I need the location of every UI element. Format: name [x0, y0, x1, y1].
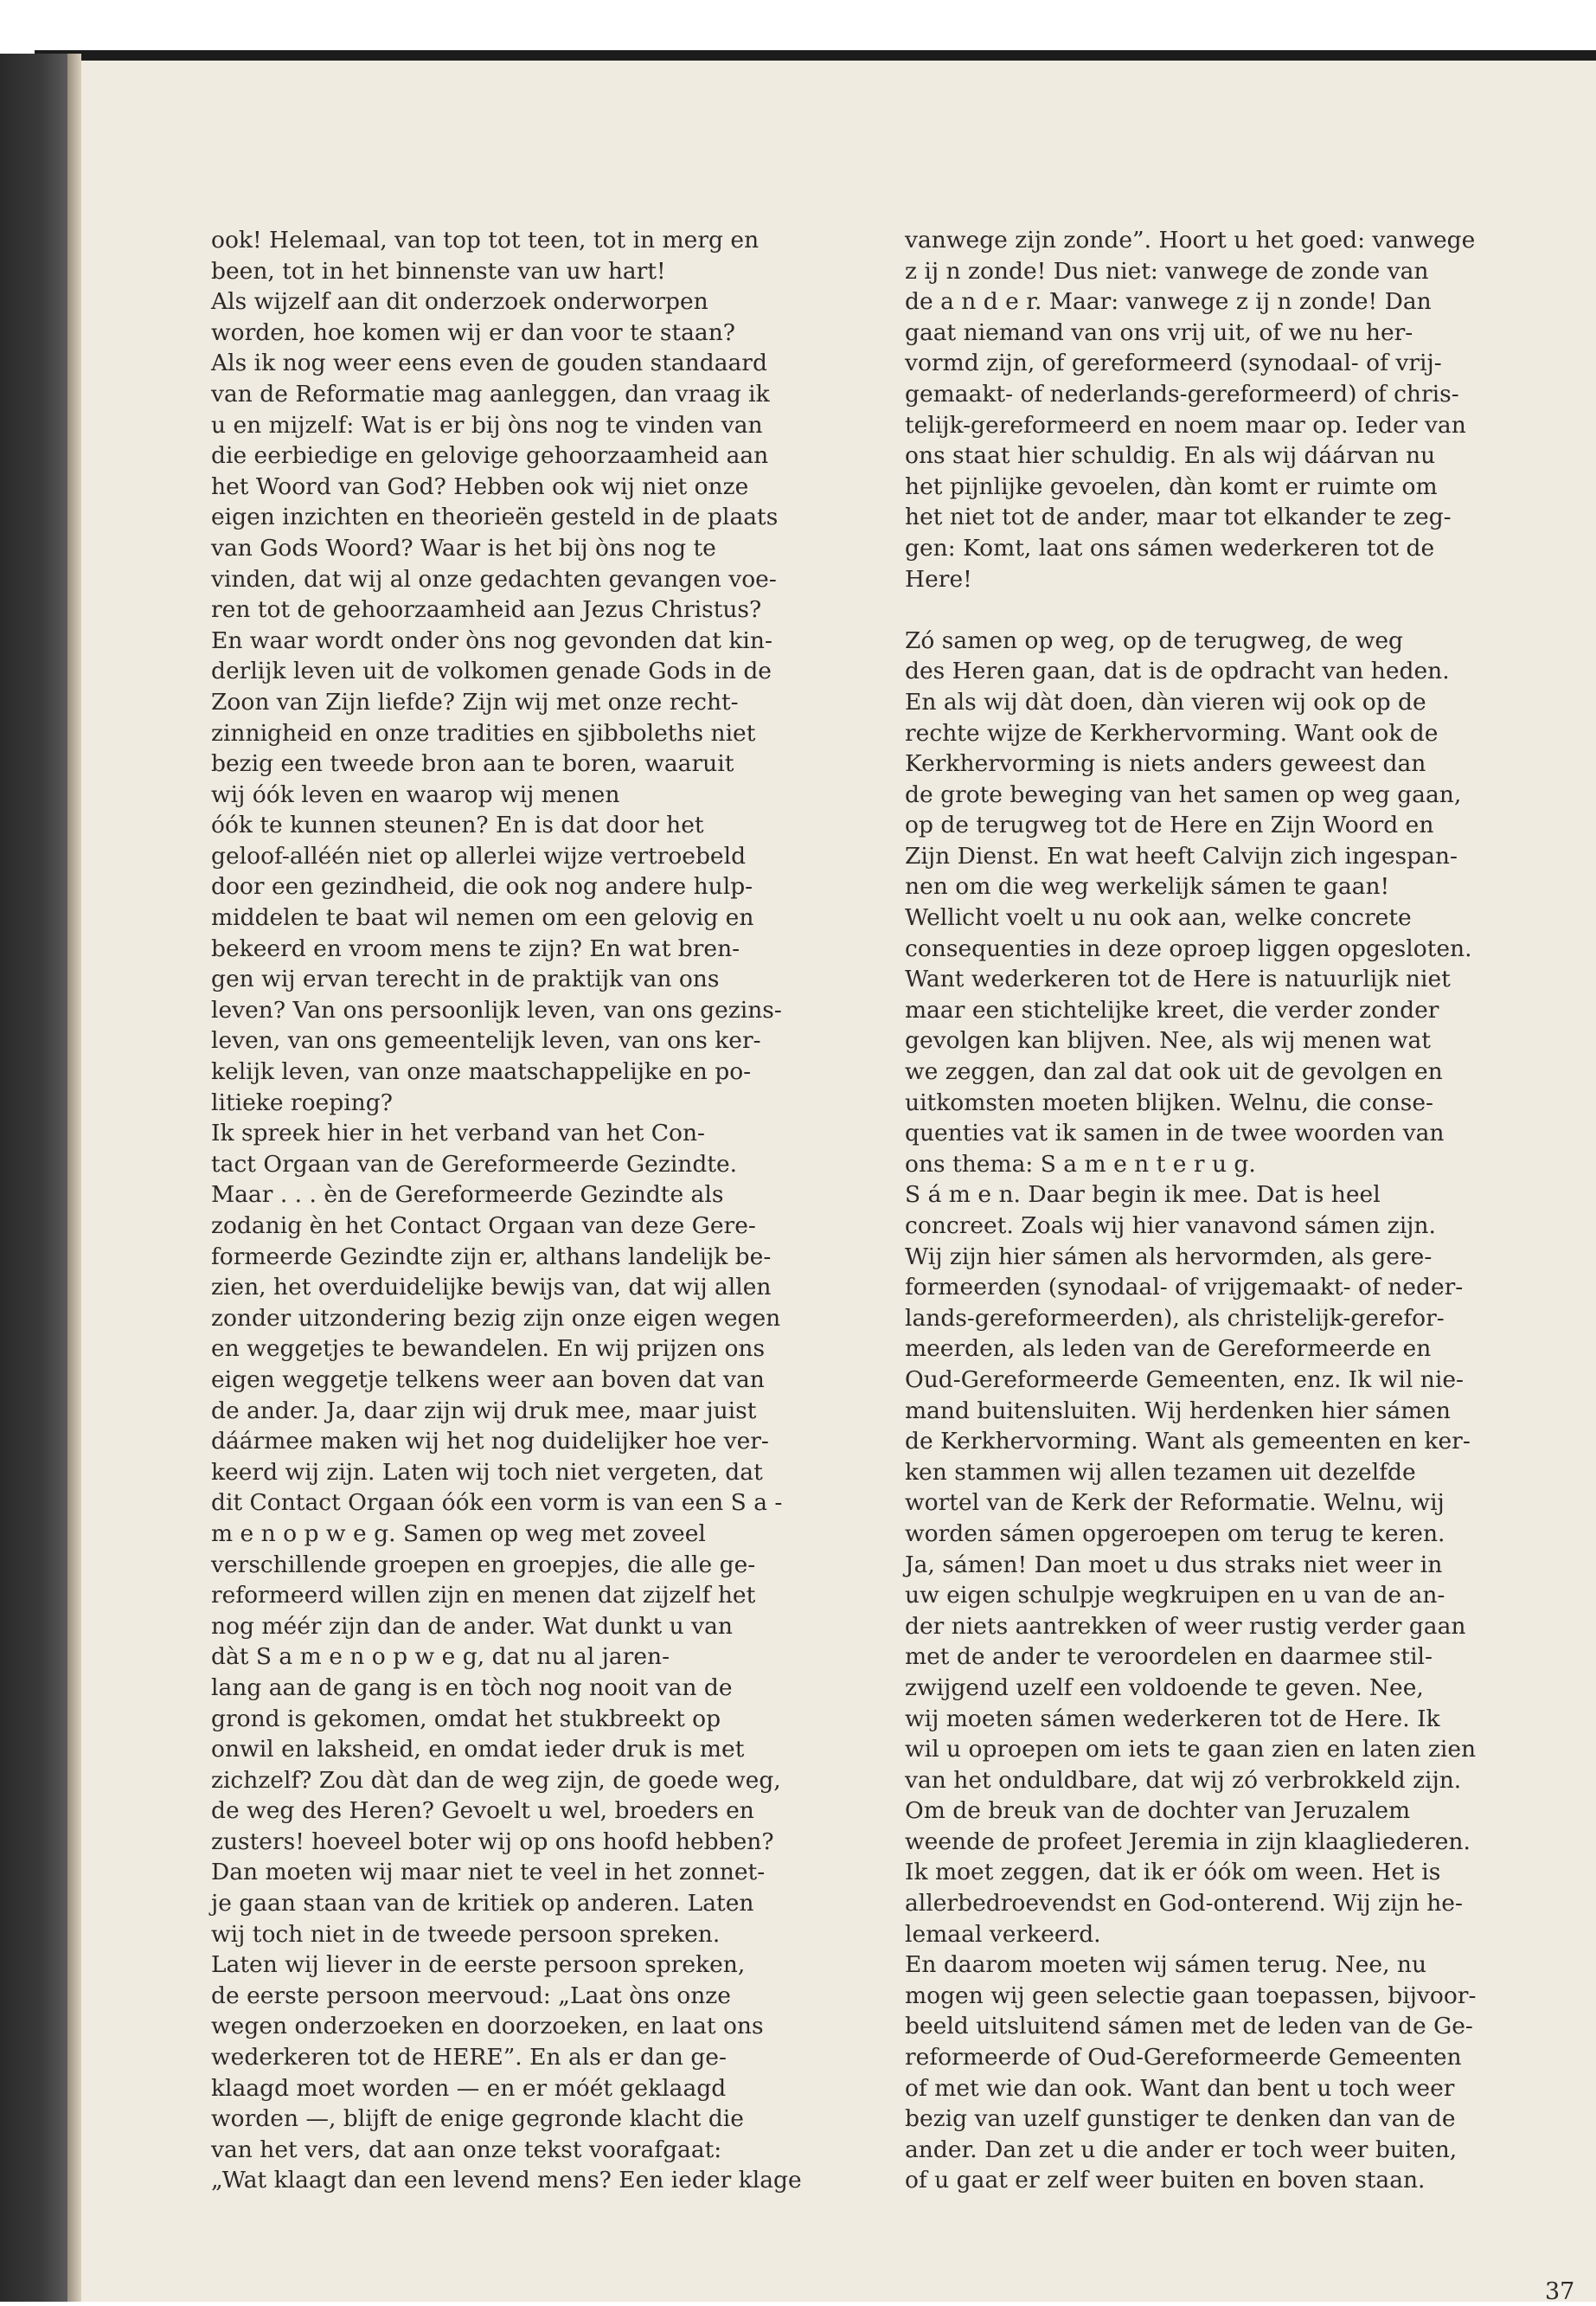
text-line: m e n o p w e g. Samen op weg met zoveel — [211, 1519, 706, 1547]
text-line: leven? Van ons persoonlijk leven, van ons gezins- — [211, 996, 782, 1024]
text-line: zodanig èn het Contact Orgaan van deze Gere- — [211, 1212, 756, 1239]
text-line: keerd wij zijn. Laten wij toch niet vergeten, dat — [211, 1458, 763, 1486]
text-line: consequenties in deze oproep liggen opgesloten. — [905, 935, 1472, 962]
text-line: door een gezindheid, die ook nog andere hulp- — [211, 873, 753, 901]
text-line: worden —, blijft de enige gegronde klacht die — [211, 2105, 744, 2133]
text-line: Zoon van Zijn liefde? Zijn wij met onze recht- — [211, 688, 739, 716]
text-line: óók te kunnen steunen? En is dat door het — [211, 812, 704, 839]
text-line: geloof-alléén niet op allerlei wijze vertroebeld — [211, 842, 747, 870]
text-line: lands-gereformeerden), als christelijk-gerefor- — [905, 1304, 1445, 1332]
text-line: of u gaat er zelf weer buiten en boven staan. — [905, 2167, 1426, 2194]
text-line: uitkomsten moeten blijken. Welnu, die conse- — [905, 1089, 1433, 1116]
text-line: des Heren gaan, dat is de opdracht van heden. — [905, 658, 1450, 685]
text-line: u en mijzelf: Wat is er bij òns nog te vinden van — [211, 411, 763, 439]
text-line: formeerde Gezindte zijn er, althans landelijk be- — [211, 1243, 772, 1270]
text-line: gaat niemand van ons vrij uit, of we nu her- — [905, 318, 1413, 346]
text-line: zwijgend uzelf een voldoende te geven. Nee, — [905, 1673, 1424, 1701]
text-line: Zijn Dienst. En wat heeft Calvijn zich ingespan- — [905, 842, 1458, 870]
text-line: kelijk leven, van onze maatschappelijke en po- — [211, 1058, 752, 1086]
text-line: reformeerd willen zijn en menen dat zijzelf het — [211, 1582, 756, 1609]
text-line: van de Reformatie mag aanleggen, dan vraag ik — [211, 380, 770, 408]
text-line: Wij zijn hier sámen als hervormden, als gere- — [905, 1243, 1433, 1270]
text-line: Kerkhervorming is niets anders geweest dan — [905, 750, 1426, 778]
text-line: Wellicht voelt u nu ook aan, welke concrete — [905, 904, 1412, 932]
text-line: de grote beweging van het samen op weg gaan, — [905, 780, 1462, 808]
text-line: het niet tot de ander, maar tot elkander te zeg- — [905, 504, 1452, 531]
text-line: zinnigheid en onze tradities en sjibboleths niet — [211, 719, 756, 747]
text-line: reformeerde of Oud-Gereformeerde Gemeenten — [905, 2044, 1462, 2072]
book-spine — [0, 54, 67, 2302]
text-line: z ij n zonde! Dus niet: vanwege de zonde van — [905, 257, 1429, 285]
text-line: concreet. Zoals wij hier vanavond sámen zijn. — [905, 1212, 1436, 1239]
text-line: ren tot de gehoorzaamheid aan Jezus Christus? — [211, 596, 762, 624]
text-line: klaagd moet worden — en er móét geklaagd — [211, 2074, 727, 2102]
text-line: dàt S a m e n o p w e g, dat nu al jaren- — [211, 1643, 670, 1671]
text-line: wortel van de Kerk der Reformatie. Welnu, wij — [905, 1489, 1445, 1517]
text-line: Want wederkeren tot de Here is natuurlijk niet — [905, 966, 1451, 993]
text-line: gen: Komt, laat ons sámen wederkeren tot de — [905, 534, 1435, 562]
text-line: ons staat hier schuldig. En als wij dáárvan nu — [905, 442, 1436, 470]
text-line: dit Contact Orgaan óók een vorm is van een S a - — [211, 1489, 783, 1517]
text-line: ken stammen wij allen tezamen uit dezelfde — [905, 1458, 1416, 1486]
text-line: zonder uitzondering bezig zijn onze eigen wegen — [211, 1304, 781, 1332]
binding-top — [0, 0, 1596, 54]
text-line: middelen te baat wil nemen om een gelovig en — [211, 904, 754, 932]
text-line: been, tot in het binnenste van uw hart! — [211, 257, 666, 285]
text-line: nen om die weg werkelijk sámen te gaan! — [905, 873, 1390, 901]
text-line: gevolgen kan blijven. Nee, als wij menen wat — [905, 1027, 1431, 1055]
text-line: Als wijzelf aan dit onderzoek onderworpen — [211, 288, 708, 316]
text-line: de eerste persoon meervoud: „Laat òns onze — [211, 1982, 731, 2009]
text-line: Oud-Gereformeerde Gemeenten, enz. Ik wil nie- — [905, 1365, 1464, 1393]
text-line: de Kerkhervorming. Want als gemeenten en ker- — [905, 1428, 1471, 1455]
text-line: dáármee maken wij het nog duidelijker hoe ver- — [211, 1428, 769, 1455]
text-line: Ik spreek hier in het verband van het Con- — [211, 1120, 706, 1147]
text-line: ons thema: S a m e n t e r u g. — [905, 1150, 1256, 1178]
text-line: Om de breuk van de dochter van Jeruzalem — [905, 1797, 1411, 1825]
text-line: Als ik nog weer eens even de gouden standaard — [211, 350, 767, 377]
text-line: met de ander te veroordelen en daarmee stil- — [905, 1643, 1433, 1671]
text-line: grond is gekomen, omdat het stukbreekt op — [211, 1705, 721, 1732]
text-line: quenties vat ik samen in de twee woorden van — [905, 1120, 1445, 1147]
text-line: uw eigen schulpje wegkruipen en u van de an- — [905, 1582, 1445, 1609]
text-line: eigen weggetje telkens weer aan boven dat van — [211, 1365, 765, 1393]
text-line: zichzelf? Zou dàt dan de weg zijn, de goede weg, — [211, 1766, 781, 1794]
text-line: tact Orgaan van de Gereformeerde Gezindte. — [211, 1150, 738, 1178]
text-line: op de terugweg tot de Here en Zijn Woord en — [905, 812, 1434, 839]
text-line: litieke roeping? — [211, 1089, 393, 1116]
book-spine-edge — [67, 54, 81, 2302]
text-line: Ja, sámen! Dan moet u dus straks niet weer in — [905, 1551, 1443, 1578]
page-number: 37 — [1545, 2278, 1575, 2305]
text-line: Dan moeten wij maar niet te veel in het zonnet- — [211, 1859, 766, 1886]
text-line: lang aan de gang is en tòch nog nooit van de — [211, 1673, 733, 1701]
text-line: wij toch niet in de tweede persoon spreken. — [211, 1920, 721, 1948]
text-line: vanwege zijn zonde”. Hoort u het goed: vanwege — [905, 227, 1476, 254]
text-line: leven, van ons gemeentelijk leven, van ons ker- — [211, 1027, 761, 1055]
text-line: bezig van uzelf gunstiger te denken dan van de — [905, 2105, 1456, 2133]
text-line: bekeerd en vroom mens te zijn? En wat bren- — [211, 935, 740, 962]
text-line: wij moeten sámen wederkeren tot de Here. Ik — [905, 1705, 1440, 1732]
text-line: Laten wij liever in de eerste persoon spreken, — [211, 1951, 746, 1979]
text-line: het pijnlijke gevoelen, dàn komt er ruimte om — [905, 472, 1438, 500]
text-line: mogen wij geen selectie gaan toepassen, bijvoor- — [905, 1982, 1477, 2009]
text-line: allerbedroevendst en God-onterend. Wij zijn he- — [905, 1890, 1463, 1917]
text-line: of met wie dan ook. Want dan bent u toch weer — [905, 2074, 1455, 2102]
binding-top-bar — [35, 50, 1596, 61]
text-line: zusters! hoeveel boter wij op ons hoofd hebben? — [211, 1827, 774, 1855]
text-line: En waar wordt onder òns nog gevonden dat kin- — [211, 626, 772, 654]
text-line: verschillende groepen en groepjes, die alle ge- — [211, 1551, 756, 1578]
text-line: je gaan staan van de kritiek op anderen. Laten — [211, 1890, 754, 1917]
text-line: worden sámen opgeroepen om terug te keren. — [905, 1519, 1445, 1547]
text-line: van het onduldbare, dat wij zó verbrokkeld zijn. — [905, 1766, 1462, 1794]
text-line: Maar . . . èn de Gereformeerde Gezindte als — [211, 1181, 724, 1209]
left-column — [211, 225, 869, 2196]
document-page — [81, 61, 1596, 2305]
text-line: van Gods Woord? Waar is het bij òns nog te — [211, 534, 716, 562]
text-line: het Woord van God? Hebben ook wij niet onze — [211, 472, 749, 500]
text-line: vinden, dat wij al onze gedachten gevangen voe- — [211, 565, 777, 593]
text-line: formeerden (synodaal- of vrijgemaakt- of neder- — [905, 1274, 1464, 1301]
text-line: nog méér zijn dan de ander. Wat dunkt u van — [211, 1612, 733, 1640]
text-line: bezig een tweede bron aan te boren, waaruit — [211, 750, 734, 778]
paragraph-gap — [905, 594, 1571, 626]
text-line: „Wat klaagt dan een levend mens? Een ieder klage — [211, 2167, 802, 2194]
text-line: van het vers, dat aan onze tekst voorafgaat: — [211, 2136, 722, 2163]
right-column — [905, 225, 1571, 2196]
text-line: Here! — [905, 565, 972, 593]
text-line: En als wij dàt doen, dàn vieren wij ook op de — [905, 688, 1426, 716]
text-line: Ik moet zeggen, dat ik er óók om ween. Het is — [905, 1859, 1441, 1886]
text-line: de a n d e r. Maar: vanwege z ij n zonde! Dan — [905, 288, 1432, 316]
text-line: gen wij ervan terecht in de praktijk van ons — [211, 966, 720, 993]
text-line: S á m e n. Daar begin ik mee. Dat is heel — [905, 1181, 1381, 1209]
text-line: lemaal verkeerd. — [905, 1920, 1101, 1948]
text-line: ook! Helemaal, van top tot teen, tot in merg en — [211, 227, 760, 254]
text-line: der niets aantrekken of weer rustig verder gaan — [905, 1612, 1466, 1640]
text-line: maar een stichtelijke kreet, die verder zonder — [905, 996, 1439, 1024]
text-line: die eerbiedige en gelovige gehoorzaamheid aan — [211, 442, 769, 470]
text-line: worden, hoe komen wij er dan voor te staan? — [211, 318, 735, 346]
text-line: weende de profeet Jeremia in zijn klaagliederen. — [905, 1827, 1471, 1855]
text-line: En daarom moeten wij sámen terug. Nee, nu — [905, 1951, 1427, 1979]
text-line: beeld uitsluitend sámen met de leden van de Ge- — [905, 2013, 1473, 2040]
text-line: derlijk leven uit de volkomen genade Gods in de — [211, 658, 772, 685]
text-line: we zeggen, dan zal dat ook uit de gevolgen en — [905, 1058, 1443, 1086]
text-line: Zó samen op weg, op de terugweg, de weg — [905, 626, 1404, 654]
text-line: de weg des Heren? Gevoelt u wel, broeders en — [211, 1797, 754, 1825]
text-line: eigen inzichten en theorieën gesteld in de plaats — [211, 504, 779, 531]
text-line: en weggetjes te bewandelen. En wij prijzen ons — [211, 1335, 766, 1363]
text-line: zien, het overduidelijke bewijs van, dat wij allen — [211, 1274, 772, 1301]
text-line: gemaakt- of nederlands-gereformeerd) of chris- — [905, 380, 1459, 408]
text-line: vormd zijn, of gereformeerd (synodaal- of vrij- — [905, 350, 1442, 377]
text-line: onwil en laksheid, en omdat ieder druk is met — [211, 1736, 745, 1763]
text-line: wegen onderzoeken en doorzoeken, en laat ons — [211, 2013, 764, 2040]
text-line: meerden, als leden van de Gereformeerde en — [905, 1335, 1432, 1363]
text-line: de ander. Ja, daar zijn wij druk mee, maar juist — [211, 1397, 757, 1424]
text-line: wil u oproepen om iets te gaan zien en laten zien — [905, 1736, 1477, 1763]
text-line: mand buitensluiten. Wij herdenken hier sámen — [905, 1397, 1451, 1424]
text-line: rechte wijze de Kerkhervorming. Want ook de — [905, 719, 1439, 747]
text-line: ander. Dan zet u die ander er toch weer buiten, — [905, 2136, 1458, 2163]
text-line: wederkeren tot de HERE”. En als er dan ge- — [211, 2044, 727, 2072]
text-line: wij óók leven en waarop wij menen — [211, 780, 620, 808]
text-line: telijk-gereformeerd en noem maar op. Ieder van — [905, 411, 1466, 439]
